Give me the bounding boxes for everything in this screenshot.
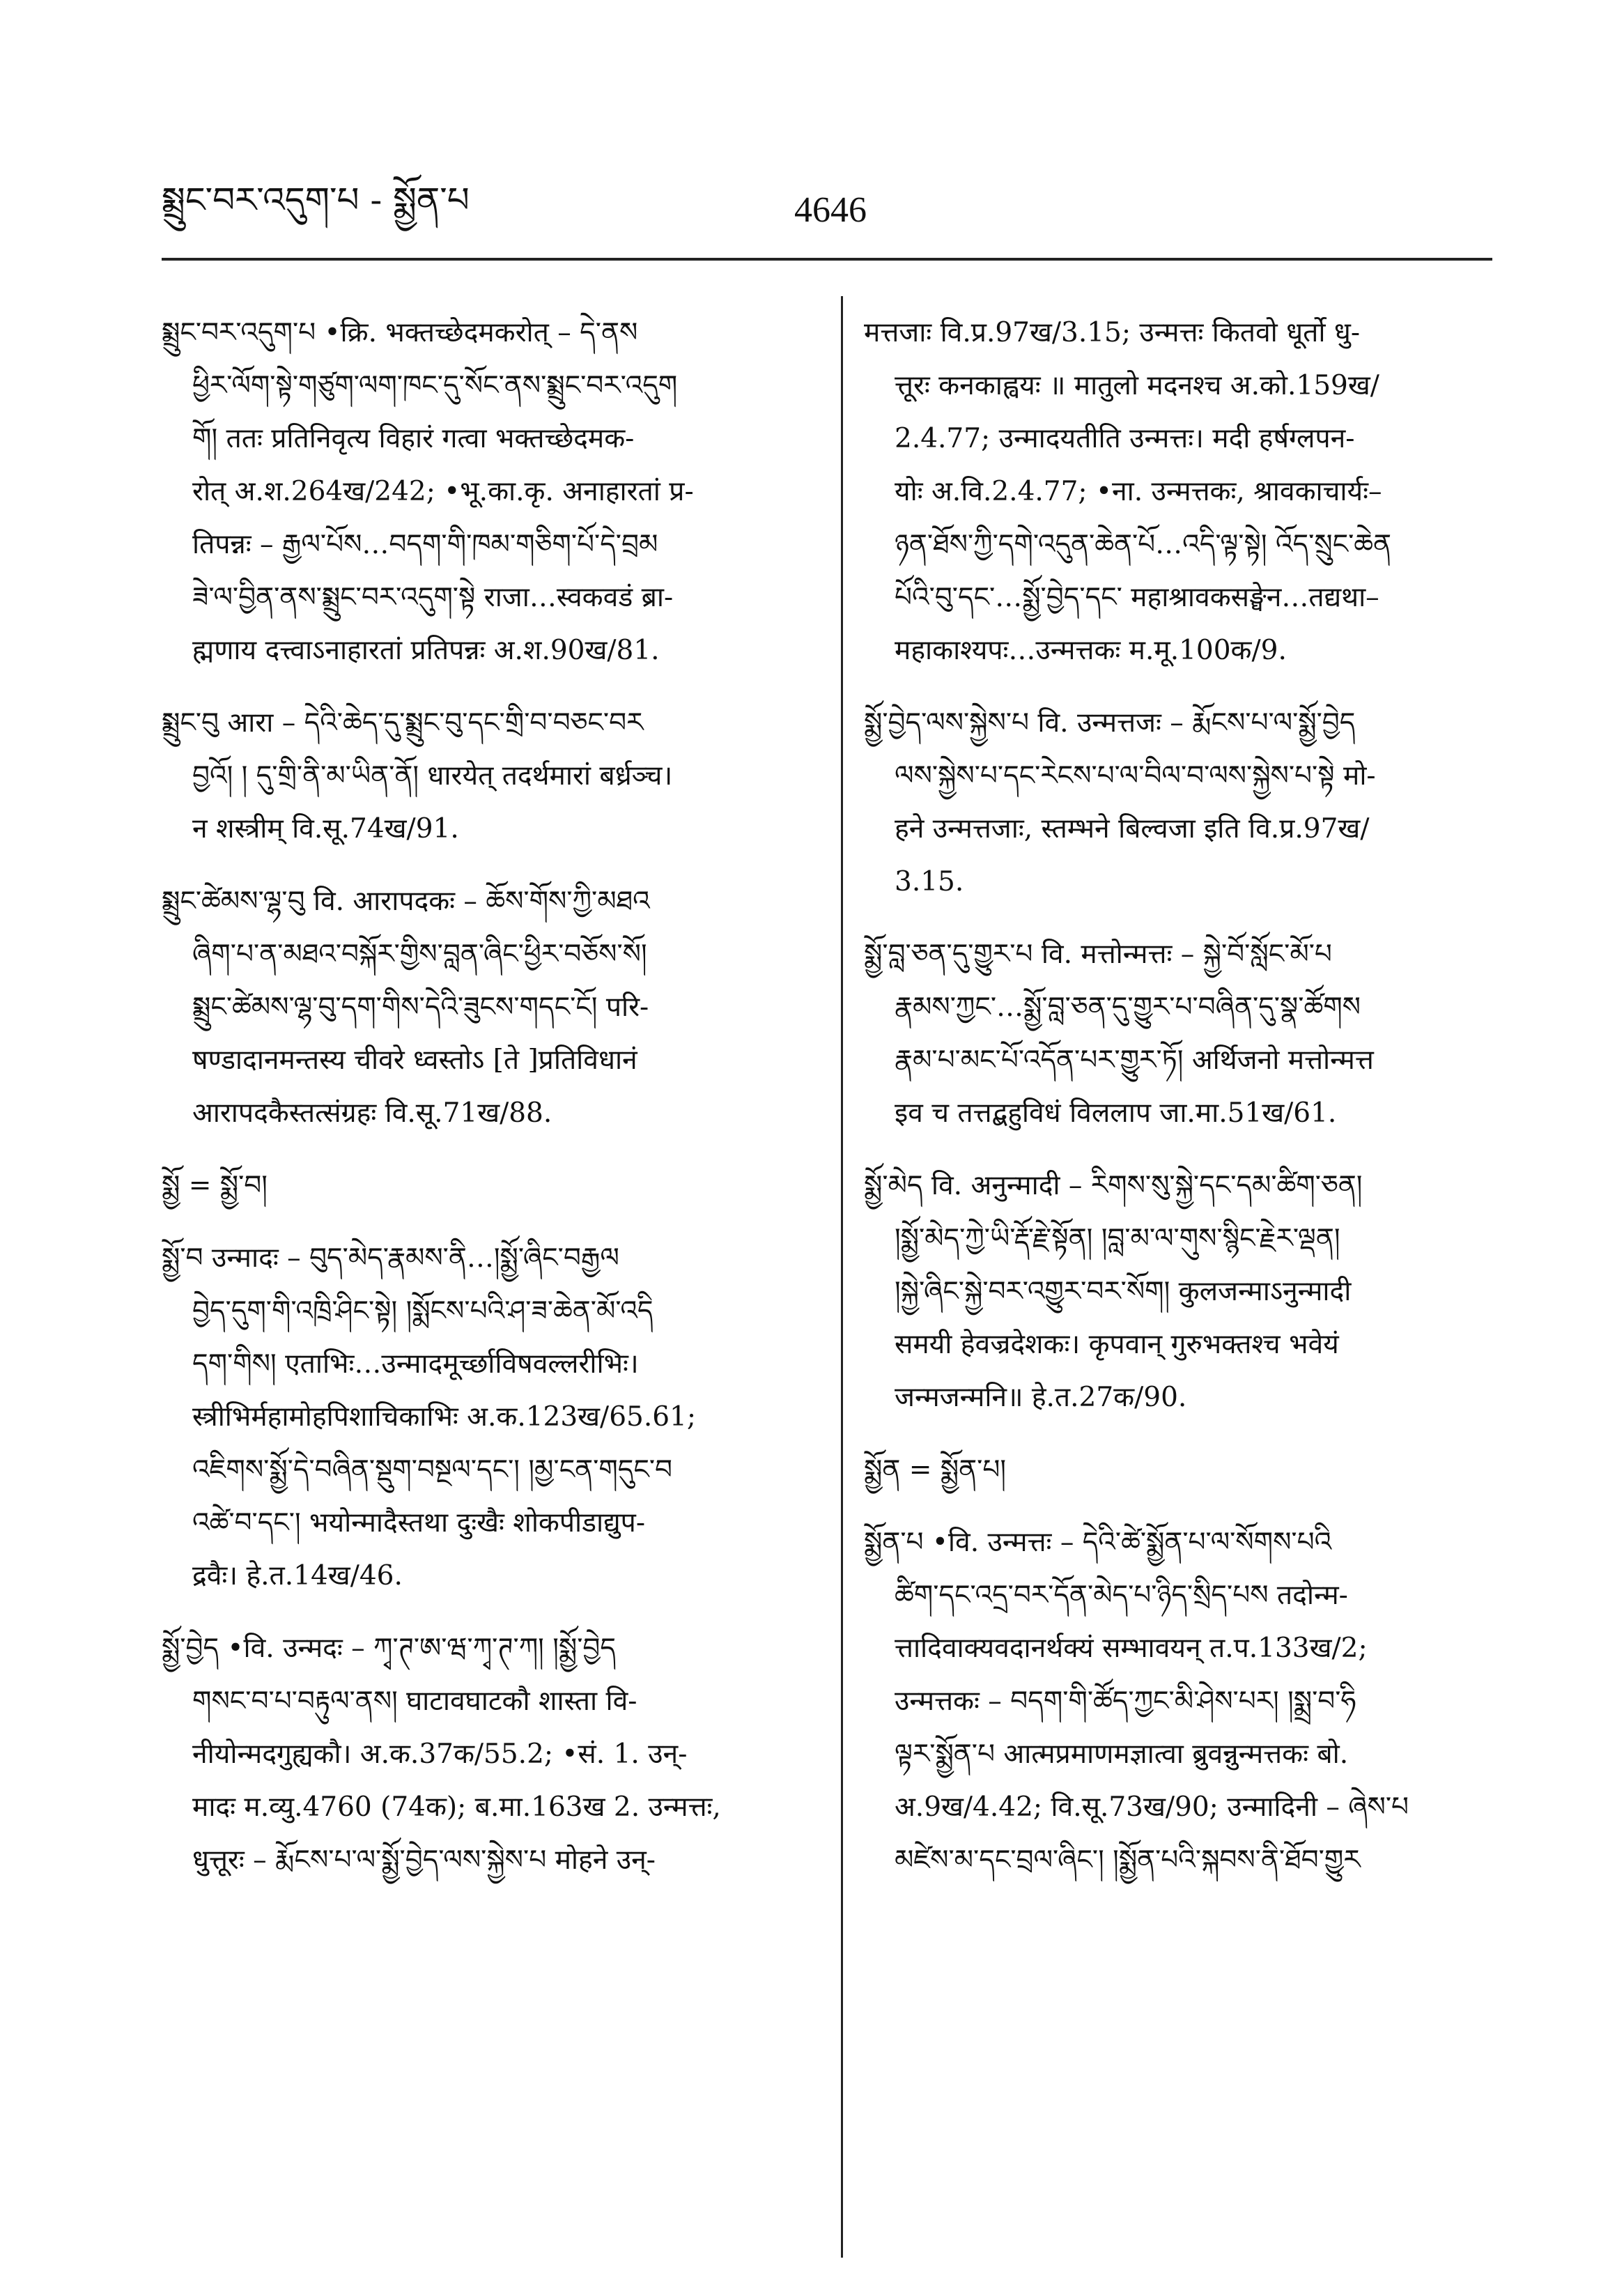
entry-headline: སྨྲུང་ཚེམས་ལྷ་བུ वि. आरापदकः – ཆོས་གོས་ཀྱི་མཐའ	[162, 886, 650, 917]
entry-line: इव च तत्तद्बहुविधं विललाप जा.मा.51ख/61.	[895, 1097, 1337, 1129]
entry-line: 3.15.	[895, 866, 964, 897]
entry-headline: སྨྱོ་བྱེད་ལས་སྐྱེས་པ वि. उन्मत्तजः – རྨོངས་པ་ལ་སྨྱོ་བྱེད	[864, 707, 1356, 739]
entry-line: तिपन्नः – རྒྱལ་པོས…བདག་གི་ཁམ་གཅིག་པོ་དེ་བྲམ	[192, 529, 658, 560]
entry-headline: སྨྱོན = སྨྱོན་པ།	[864, 1454, 1006, 1486]
entry-line: གསང་བ་པ་བརྟུལ་ནས། घाटावघाटकौ शास्ता वि-	[192, 1686, 637, 1717]
dictionary-entry	[162, 697, 823, 856]
entry-line: योः अ.वि.2.4.77; •ना. उन्मत्तकः, श्रावकाचार्यः–	[895, 476, 1382, 507]
entry-headline: སྨྱོན་པ •वि. उन्मत्तः – དེའི་ཚེ་སྨྱོན་པ་ལ་སོགས་པའི	[864, 1527, 1332, 1558]
left-column	[162, 307, 823, 1906]
entry-line: ལས་སྐྱེས་པ་དང་རེངས་པ་ལ་བིལ་བ་ལས་སྐྱེས་པ་སྟེ मो-	[895, 760, 1376, 792]
entry-headline: मत्तजाः वि.प्र.97ख/3.15; उन्मत्तः कितवो धूर्तो धु-	[864, 317, 1361, 348]
entry-line: རྣམས་ཀྱང་…སྨྱོ་བླ་ཅན་དུ་གྱུར་པ་བཞིན་དུ་སྣ་ཚོགས	[895, 992, 1361, 1023]
entry-line: ཞིག་པ་ན་མཐའ་བསྐོར་གྱིས་བླན་ཞིང་ཕྱིར་བཅོས་སོ།	[192, 939, 647, 970]
entry-line: འཚེ་བ་དང་། भयोन्मादैस्तथा दुःखैः शोकपीडाद्युप-	[192, 1507, 645, 1539]
dictionary-entry	[162, 307, 823, 677]
entry-line: མཛེས་མ་དང་བྲལ་ཞིང་། །སྨྱོན་པའི་སྐབས་ནི་ཐོབ་གྱུར	[895, 1844, 1361, 1876]
page-number: 4646	[794, 190, 867, 230]
dictionary-entry	[864, 1159, 1494, 1424]
entry-line: हने उन्मत्तजाः, स्तम्भने बिल्वजा इति वि.प्र.97ख/	[895, 813, 1370, 845]
entry-line: अ.9ख/4.42; वि.सू.73ख/90; उन्मादिनी – ཞེས་པ	[895, 1791, 1409, 1823]
entry-line: ཉན་ཐོས་ཀྱི་དགེ་འདུན་ཆེན་པོ…འདི་ལྟ་སྟེ། འོད་སྲུང་ཆེན	[895, 529, 1392, 560]
dictionary-entry	[864, 928, 1494, 1140]
entry-line: षण्डादानमन्तस्य चीवरे ध्वस्तोऽ [ते ]प्रतिविधानं	[192, 1045, 637, 1076]
entry-line: रोत् अ.श.264ख/242; •भू.का.कृ. अनाहारतां प्र-	[192, 476, 694, 507]
entry-line: ཕྱིར་ལོག་སྟེ་གཙུག་ལག་ཁང་དུ་སོང་ནས་སྨྲུང་བར་འདུག	[192, 370, 678, 401]
column-divider	[841, 296, 843, 2258]
entry-headline: སྨྲུང་བུ आरा – དེའི་ཆེད་དུ་སྨྲུང་བུ་དང་གྲི་བ་བཅང་བར	[162, 707, 644, 739]
entry-line: དག་གིས། एताभिः…उन्मादमूर्च्छाविषवल्लरीभिः।	[192, 1348, 639, 1380]
entry-line: འཇིགས་སྨྱོ་དེ་བཞིན་སྡུག་བསྔལ་དང་། །མྱ་ངན་གདུང་བ	[192, 1454, 673, 1486]
header-rule	[162, 258, 1492, 261]
header-title: སྨྲུང་བར་འདུག་པ - སྨྱོན་པ	[162, 180, 470, 220]
entry-line: महाकाश्यपः…उन्मत्तकः म.मू.100क/9.	[895, 635, 1287, 666]
dictionary-entry	[864, 307, 1494, 677]
entry-line: ལྟར་སྨྱོན་པ आत्मप्रमाणमज्ञात्वा ब्रुवन्नुन्मत्तकः बो.	[895, 1739, 1349, 1770]
entry-headline: སྨྱོ་བླ་ཅན་དུ་གྱུར་པ वि. मत्तोन्मत्तः – སྐྱེ་བོ་སློང་མོ་པ	[864, 939, 1332, 970]
entry-line: उन्मत्तकः – བདག་གི་ཚོད་ཀྱང་མི་ཤེས་པར། །སྨྲ་བ་ཧི	[895, 1686, 1356, 1717]
entry-line: धुत्तूरः – རྨོངས་པ་ལ་སྨྱོ་བྱེད་ལས་སྐྱེས་པ मोहने उन्-	[192, 1844, 656, 1876]
entry-headline: སྨྱོ = སྨྱོ་བ།	[162, 1170, 268, 1201]
entry-line: 2.4.77; उन्मादयतीति उन्मत्तः। मदी हर्षग्लपन-	[895, 423, 1355, 454]
dictionary-entry	[162, 875, 823, 1140]
entry-line: པོའི་བུ་དང་…སྨྱོ་བྱེད་དང་ महाश्रावकसङ्घेन…तद्यथा–	[895, 582, 1379, 613]
entry-line: གོ། ततः प्रतिनिवृत्य विहारं गत्वा भक्तच्छेदमक-	[192, 423, 635, 454]
entry-line: न शस्त्रीम् वि.सू.74ख/91.	[192, 813, 459, 845]
right-column	[864, 307, 1494, 1906]
entry-line: समयी हेवज्रदेशकः। कृपवान् गुरुभक्तश्च भवेयं	[895, 1329, 1339, 1360]
entry-line: བྱའོ། ། དུ་གྲི་ནི་མ་ཡིན་ནོ། धारयेत् तदर्थमारां बर्ध्रञ्च।	[192, 760, 673, 792]
entry-headline: སྨྱོ་བ उन्मादः – བུད་མེད་རྣམས་ནི…།སྨྱོ་ཞིང་བརྒྱལ	[162, 1242, 619, 1274]
entry-line: བྱེད་དུག་གི་འཁྲི་ཤིང་སྟེ། །སྨོངས་པའི་ཤ་ཟ་ཆེན་མོ་འདི	[192, 1295, 654, 1327]
entry-line: །སྨྱོ་མེད་ཀྱེ་ཡི་རྡོ་རྗེ་སྟོན། །བླ་མ་ལ་གུས་སྙིང་རྗེར་ལྡན།	[895, 1223, 1340, 1254]
entry-headline: སྨྱོ་བྱེད •वि. उन्मदः – ཀྭ་ཊ་ཨ་ཝ་ཀྭ་ཊ་ཀ། །སྨྱོ་བྱེད	[162, 1633, 616, 1664]
dictionary-entry	[864, 697, 1494, 909]
entry-line: ཟེ་ལ་བྱིན་ནས་སྨྲུང་བར་འདུག་སྟེ राजा…स्वकवडं ब्रा-	[192, 582, 674, 613]
entry-line: ཚིག་དང་འདྲ་བར་དོན་མེད་པ་ཉིད་སྲིད་པས तदोन्म-	[895, 1580, 1348, 1611]
entry-line: རྣམ་པ་མང་པོ་འདོན་པར་གྱུར་ཏོ། अर्थिजनो मत्तोन्मत्त	[895, 1045, 1374, 1076]
entry-line: त्तूरः कनकाह्वयः ॥ मातुलो मदनश्च अ.को.159ख/	[895, 370, 1379, 401]
entry-line: ह्मणाय दत्त्वाऽनाहारतां प्रतिपन्नः अ.श.90ख/81.	[192, 635, 660, 666]
entry-line: त्तादिवाक्यवदानर्थक्यं सम्भावयन् त.प.133ख/2;	[895, 1633, 1368, 1664]
dictionary-entry	[162, 1159, 823, 1212]
entry-line: आरापदकैस्तत्संग्रहः वि.सू.71ख/88.	[192, 1097, 552, 1129]
entry-line: स्त्रीभिर्महामोहपिशाचिकाभिः अ.क.123ख/65.61;	[192, 1401, 696, 1433]
entry-line: मादः म.व्यु.4760 (74क); ब.मा.163ख 2. उन्मत्तः,	[192, 1791, 721, 1823]
dictionary-entry	[864, 1444, 1494, 1497]
entry-line: नीयोन्मदगुह्यकौ। अ.क.37क/55.2; •सं. 1. उन्-	[192, 1739, 688, 1770]
entry-line: །སྐྱེ་ཞིང་སྐྱེ་བར་འགྱུར་བར་སོག། कुलजन्माऽनुन्मादी	[895, 1276, 1352, 1307]
dictionary-entry	[162, 1232, 823, 1603]
entry-line: जन्मजन्मनि॥ हे.त.27क/90.	[895, 1382, 1187, 1413]
entry-headline: སྨྲུང་བར་འདུག་པ •क्रि. भक्तच्छेदमकरोत् – དེ་ནས	[162, 317, 638, 348]
dictionary-entry	[162, 1622, 823, 1887]
entry-line: द्रवैः। हे.त.14ख/46.	[192, 1560, 403, 1591]
entry-line: སྨྲུང་ཚེམས་ལྷ་བུ་དག་གིས་དེའི་ཟུངས་གདང་ངོ། परि-	[192, 992, 649, 1023]
dictionary-entry	[864, 1516, 1494, 1887]
entry-headline: སྨྱོ་མེད वि. अनुन्मादी – རིགས་སུ་སྐྱེ་དང་དམ་ཚིག་ཅན།	[864, 1170, 1363, 1201]
